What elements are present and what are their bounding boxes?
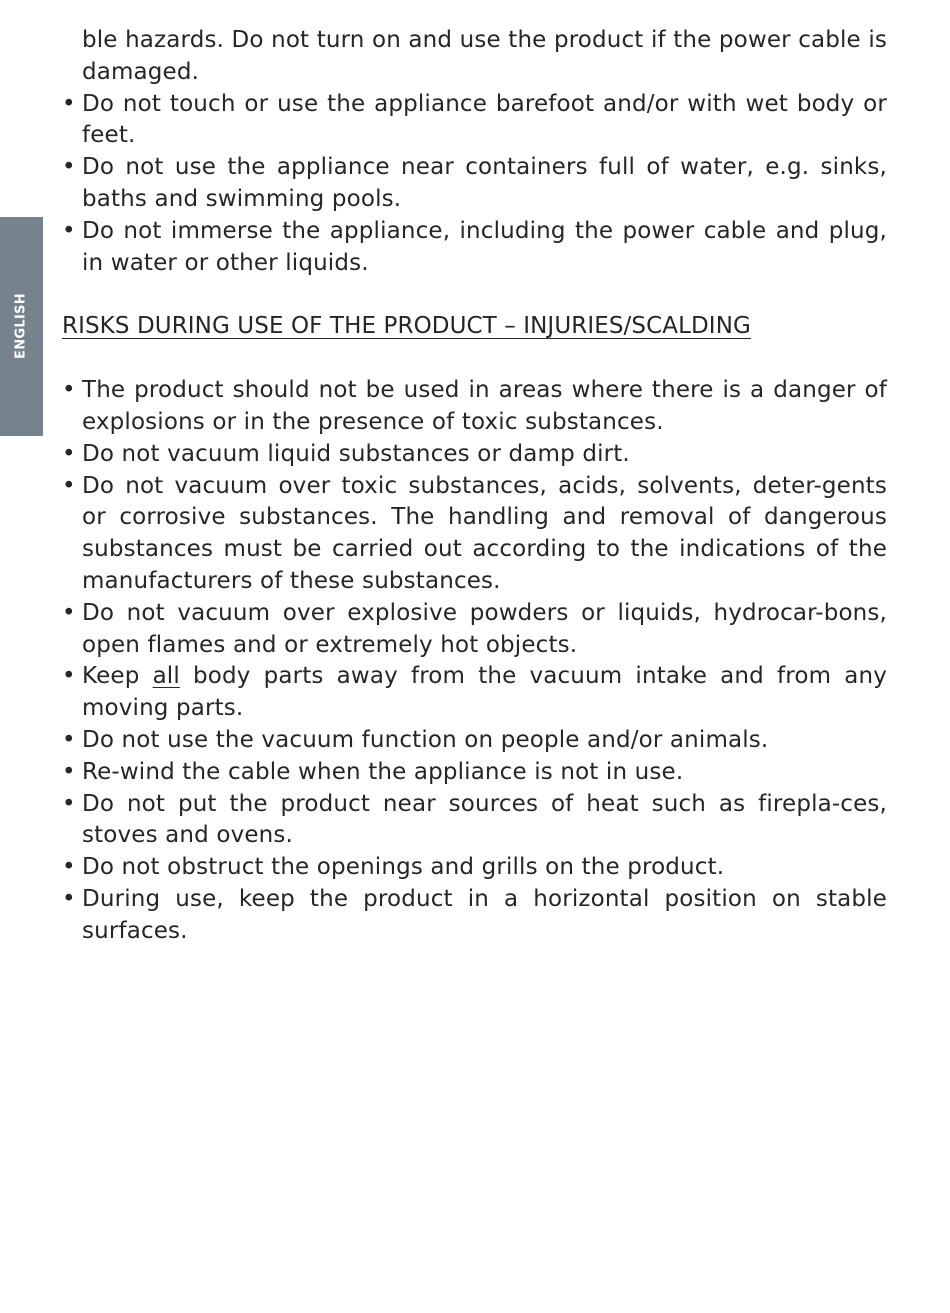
list-item-text: Keep <box>82 663 153 690</box>
list-item: • Do not obstruct the openings and grills on the product. <box>62 852 887 884</box>
emphasized-word: all <box>152 663 180 690</box>
list-item: • Do not use the vacuum function on people and/or animals. <box>62 725 887 757</box>
list-item: • Re-wind the cable when the appliance is not in use. <box>62 757 887 789</box>
document-body <box>62 25 887 948</box>
continued-paragraph: ble hazards. Do not turn on and use the product if the power cable is damaged. <box>82 27 887 85</box>
language-tab-label: ENGLISH <box>13 293 29 359</box>
list-item: • Do not immerse the appliance, including the power cable and plug, in water or other liquids. <box>62 216 887 280</box>
list-item: • Do not use the appliance near containers full of water, e.g. sinks, baths and swimming pools. <box>62 152 887 216</box>
section-heading: RISKS DURING USE OF THE PRODUCT – INJURIES/SCALDING <box>62 313 751 340</box>
list-item: • Do not vacuum liquid substances or damp dirt. <box>62 439 887 471</box>
list-item: • Do not touch or use the appliance barefoot and/or with wet body or feet. <box>62 89 887 153</box>
list-item: • The product should not be used in areas where there is a danger of explosions or in the presence of toxic substances. <box>62 375 887 439</box>
list-item: • Do not put the product near sources of heat such as firepla-ces, stoves and ovens. <box>62 789 887 853</box>
electrical-safety-list <box>62 89 887 280</box>
list-item: • Do not vacuum over explosive powders or liquids, hydrocar-bons, open flames and or extremely hot objects. <box>62 598 887 662</box>
risks-list <box>62 375 887 947</box>
list-item: • During use, keep the product in a horizontal position on stable surfaces. <box>62 884 887 948</box>
list-item-text: body parts away from the vacuum intake and from any moving parts. <box>82 663 887 722</box>
list-item: • Do not vacuum over toxic substances, acids, solvents, deter-gents or corrosive substances. The handling and removal of dangerous substances must be carried out according to the indications of the manufacturers of these substances. <box>62 471 887 598</box>
list-item <box>62 661 887 725</box>
